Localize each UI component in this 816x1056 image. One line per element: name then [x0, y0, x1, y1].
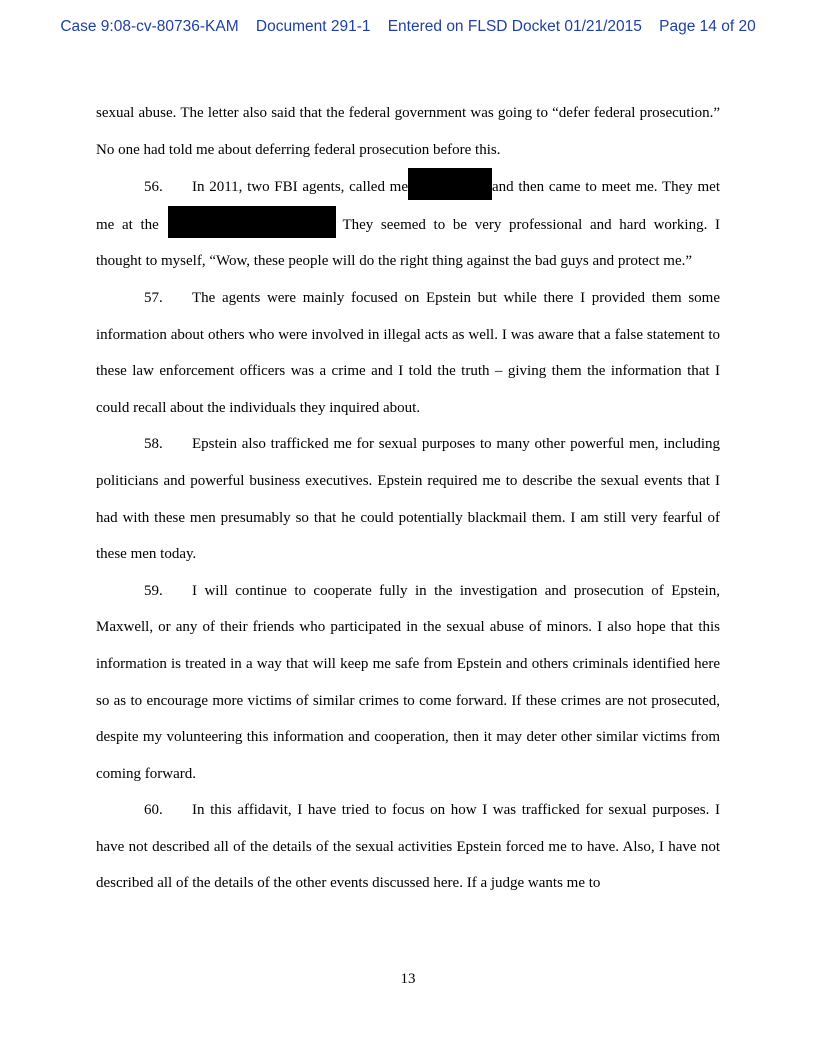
paragraph-number: 59. [144, 582, 163, 599]
paragraph-text: and then came to meet me. They met me at the [96, 179, 720, 233]
paragraph-text: In 2011, two FBI agents, called me [192, 179, 408, 196]
paragraph-number: 58. [144, 436, 163, 453]
paragraph-58 [96, 426, 720, 572]
paragraph-text: Epstein also trafficked me for sexual purposes to many other powerful men, including politicians and powerful business executives. Epstein required me to describe the sexual events that I had with these men presumably so that he could potentially blackmail them. I am still very fearful of these men today. [96, 436, 720, 563]
page-of-total: Page 14 of 20 [659, 18, 756, 35]
paragraph-number: 57. [144, 289, 163, 306]
page-number: 13 [400, 971, 416, 987]
docket-entry-date: Entered on FLSD Docket 01/21/2015 [387, 18, 642, 35]
paragraph-56 [96, 168, 720, 280]
case-number: Case 9:08-cv-80736-KAM [60, 18, 239, 35]
redaction-box [408, 168, 492, 200]
affidavit-body [96, 95, 720, 902]
paragraph-59 [96, 573, 720, 793]
paragraph-text: I will continue to cooperate fully in the investigation and prosecution of Epstein, Maxwell, or any of their friends who participated in the sexual abuse of minors. I also hope that this information is treated in a way that will keep me safe from Epstein and others criminals identified here so as to encourage more victims of similar crimes to come forward. If these crimes are not prosecuted, despite my volunteering this information and cooperation, then it may deter other similar victims from coming forward. [96, 582, 720, 782]
paragraph-number: 60. [144, 802, 163, 819]
continued-paragraph: sexual abuse. The letter also said that the federal government was going to “defer federal prosecution.” No one had told me about deferring federal prosecution before this. [96, 105, 720, 158]
document-number: Document 291-1 [255, 18, 371, 35]
paragraph-text: In this affidavit, I have tried to focus on how I was trafficked for sexual purposes. I have not described all of the details of the sexual activities Epstein forced me to have. Also, I have not described all of the details of the other events discussed here. If a judge wants me to [96, 802, 720, 892]
paragraph-number: 56. [144, 179, 163, 196]
paragraph-60 [96, 792, 720, 902]
paragraph-text: The agents were mainly focused on Epstein but while there I provided them some information about others who were involved in illegal acts as well. I was aware that a false statement to these law enforcement officers was a crime and I told the truth – giving them the information that I could recall about the individuals they inquired about. [96, 289, 720, 416]
paragraph-57 [96, 280, 720, 426]
redaction-box [168, 206, 336, 238]
paragraph-text: They seemed to be very professional and hard working. I thought to myself, “Wow, these people will do the right thing against the bad guys and protect me.” [96, 216, 720, 270]
docket-header-stamp [0, 18, 816, 35]
